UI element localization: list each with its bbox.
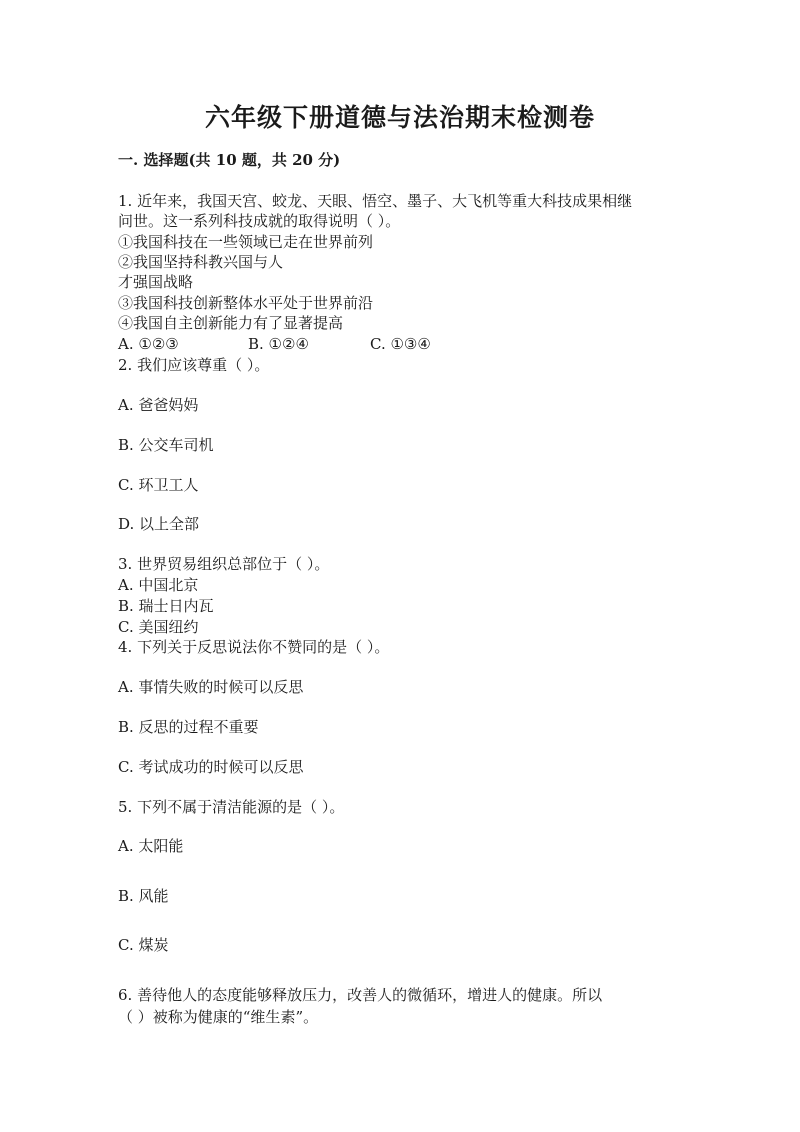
question-3-option-b: B. 瑞士日内瓦 <box>118 597 214 615</box>
question-1-statement-3: ③我国科技创新整体水平处于世界前沿 <box>118 294 374 312</box>
question-5-option-c: C. 煤炭 <box>118 936 169 954</box>
question-4-option-c: C. 考试成功的时候可以反思 <box>118 758 304 776</box>
question-1-stem-line-2: 问世。这一系列科技成就的取得说明（ ）。 <box>118 212 401 230</box>
question-1-statement-2: ②我国坚持科教兴国与人 <box>118 253 284 271</box>
question-4-option-b: B. 反思的过程不重要 <box>118 718 259 736</box>
question-1-stem-line-1: 1. 近年来，我国天宫、蛟龙、天眼、悟空、墨子、大飞机等重大科技成果相继 <box>118 192 633 210</box>
question-1-statement-1: ①我国科技在一些领域已走在世界前列 <box>118 233 374 251</box>
question-2-option-d: D. 以上全部 <box>118 515 200 533</box>
question-1-option-c: C. ①③④ <box>370 335 431 353</box>
question-3-option-a: A. 中国北京 <box>118 576 199 594</box>
page-title: 六年级下册道德与法治期末检测卷 <box>204 103 595 132</box>
question-2-option-c: C. 环卫工人 <box>118 476 199 494</box>
question-1-statement-4: ④我国自主创新能力有了显著提高 <box>118 314 344 332</box>
question-1-statement-2-cont: 才强国战略 <box>118 273 194 291</box>
question-6-stem-line-2: （ ）被称为健康的“维生素”。 <box>118 1008 319 1026</box>
question-2-stem: 2. 我们应该尊重（ ）。 <box>118 356 270 374</box>
question-5-option-b: B. 风能 <box>118 887 169 905</box>
question-3-stem: 3. 世界贸易组织总部位于（ ）。 <box>118 555 330 573</box>
question-2-option-b: B. 公交车司机 <box>118 436 214 454</box>
question-3-option-c: C. 美国纽约 <box>118 618 199 636</box>
question-1-option-b: B. ①②④ <box>248 335 309 353</box>
question-4-stem: 4. 下列关于反思说法你不赞同的是（ ）。 <box>118 638 390 656</box>
question-5-option-a: A. 太阳能 <box>118 837 184 855</box>
question-4-option-a: A. 事情失败的时候可以反思 <box>118 678 304 696</box>
question-1-option-a: A. ①②③ <box>118 335 179 353</box>
question-2-option-a: A. 爸爸妈妈 <box>118 396 199 414</box>
question-5-stem: 5. 下列不属于清洁能源的是（ ）。 <box>118 798 345 816</box>
section-heading: 一. 选择题(共 10 题，共 20 分) <box>118 151 341 169</box>
question-6-stem-line-1: 6. 善待他人的态度能够释放压力，改善人的微循环，增进人的健康。所以 <box>118 986 603 1004</box>
